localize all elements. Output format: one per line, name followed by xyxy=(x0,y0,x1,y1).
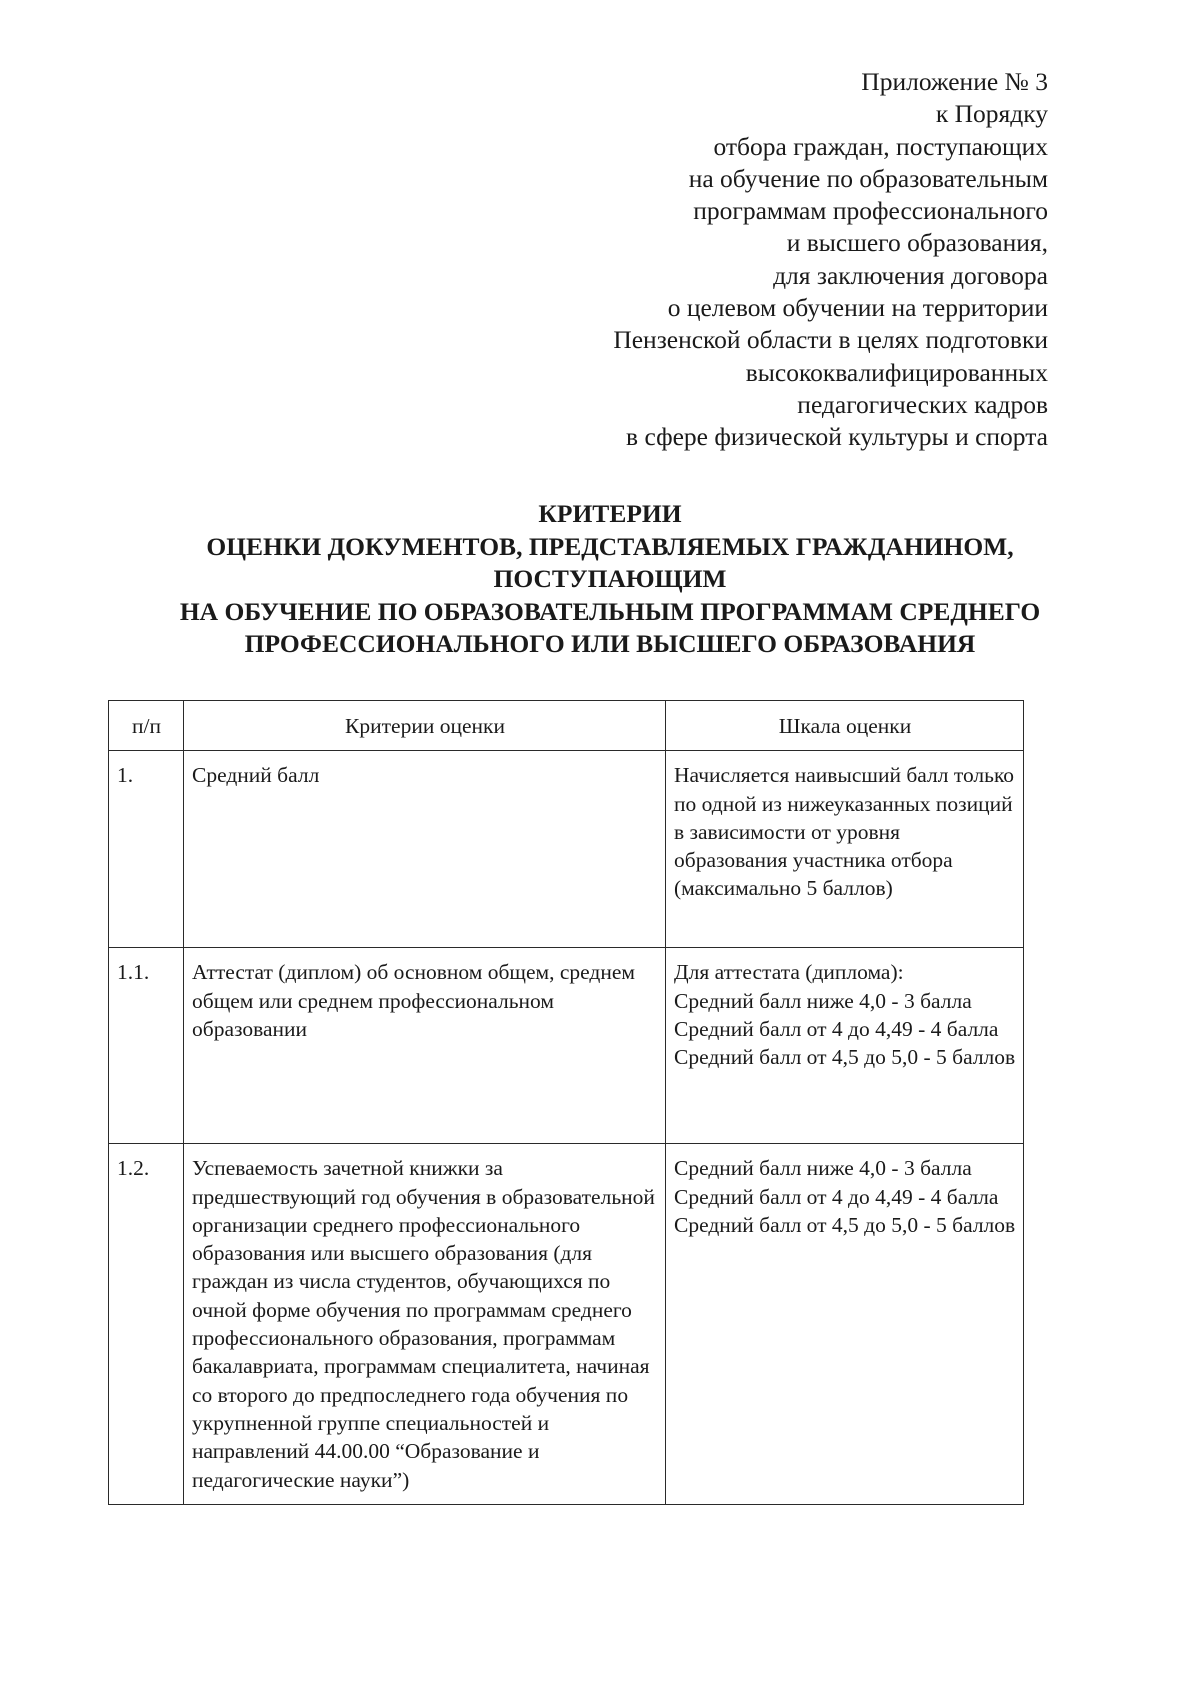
appendix-line: в сфере физической культуры и спорта xyxy=(626,422,1048,452)
scale-line: Средний балл ниже 4,0 - 3 балла xyxy=(674,988,972,1013)
row-number: 1.1. xyxy=(109,948,184,1144)
scale-line: Средний балл от 4,5 до 5,0 - 5 баллов xyxy=(674,1212,1016,1237)
scale-line: Средний балл от 4 до 4,49 - 4 балла xyxy=(674,1184,999,1209)
criteria-table xyxy=(108,700,1024,1505)
table-header-row xyxy=(109,701,1024,751)
row-number: 1.2. xyxy=(109,1144,184,1505)
row-criterion: Аттестат (диплом) об основном общем, среднем общем или среднем профессиональном образовании xyxy=(184,948,666,1144)
table-row xyxy=(109,1144,1024,1505)
scale-line: Средний балл от 4,5 до 5,0 - 5 баллов xyxy=(674,1045,1016,1070)
document-title xyxy=(100,498,1120,661)
row-scale xyxy=(666,1144,1024,1505)
row-criterion: Средний балл xyxy=(184,751,666,948)
row-criterion: Успеваемость зачетной книжки за предшествующий год обучения в образовательной организации среднего профессионального образования или высшего образования (для граждан из числа студентов, обучающихся по очной форме обучения по программам среднего профессионального образования, программам бакалавриата, программам специалитета, начиная со второго до предпоследнего года обучения по укрупненной группе специальностей и направлений 44.00.00 “Образование и педагогические науки”) xyxy=(184,1144,666,1505)
header-number: п/п xyxy=(109,701,184,751)
table-row xyxy=(109,751,1024,948)
appendix-line: программам профессионального xyxy=(693,196,1048,226)
title-line: НА ОБУЧЕНИЕ ПО ОБРАЗОВАТЕЛЬНЫМ ПРОГРАММАМ СРЕДНЕГО xyxy=(179,596,1041,626)
appendix-line: на обучение по образовательным xyxy=(688,163,1048,193)
scale-line: Средний балл ниже 4,0 - 3 балла xyxy=(674,1156,972,1181)
header-criteria: Критерии оценки xyxy=(184,701,666,751)
title-line: ПОСТУПАЮЩИМ xyxy=(493,564,727,593)
appendix-line: о целевом обучении на территории xyxy=(667,293,1048,323)
row-number: 1. xyxy=(109,751,184,948)
row-scale xyxy=(666,948,1024,1144)
appendix-block xyxy=(348,66,1048,454)
header-scale: Шкала оценки xyxy=(666,701,1024,751)
appendix-line: Приложение № 3 xyxy=(861,67,1048,96)
appendix-line: для заключения договора xyxy=(773,260,1048,290)
appendix-line: высококвалифицированных xyxy=(745,357,1048,387)
title-line: ОЦЕНКИ ДОКУМЕНТОВ, ПРЕДСТАВЛЯЕМЫХ ГРАЖДАНИНОМ, xyxy=(206,531,1014,561)
scale-line: Начисляется наивысший балл только по одной из нижеуказанных позиций в зависимости от уровня образования участника отбора (максимально 5 баллов) xyxy=(674,763,1015,901)
table-row xyxy=(109,948,1024,1144)
appendix-line: и высшего образования, xyxy=(786,228,1048,258)
appendix-line: педагогических кадров xyxy=(797,389,1048,419)
appendix-line: к Порядку xyxy=(935,99,1048,129)
row-scale xyxy=(666,751,1024,948)
scale-line: Средний балл от 4 до 4,49 - 4 балла xyxy=(674,1016,999,1041)
appendix-line: Пензенской области в целях подготовки xyxy=(613,325,1048,355)
scale-line: Для аттестата (диплома): xyxy=(674,960,904,985)
title-line: ПРОФЕССИОНАЛЬНОГО ИЛИ ВЫСШЕГО ОБРАЗОВАНИЯ xyxy=(244,629,976,658)
appendix-line: отбора граждан, поступающих xyxy=(713,131,1048,161)
title-line: КРИТЕРИИ xyxy=(538,499,682,528)
